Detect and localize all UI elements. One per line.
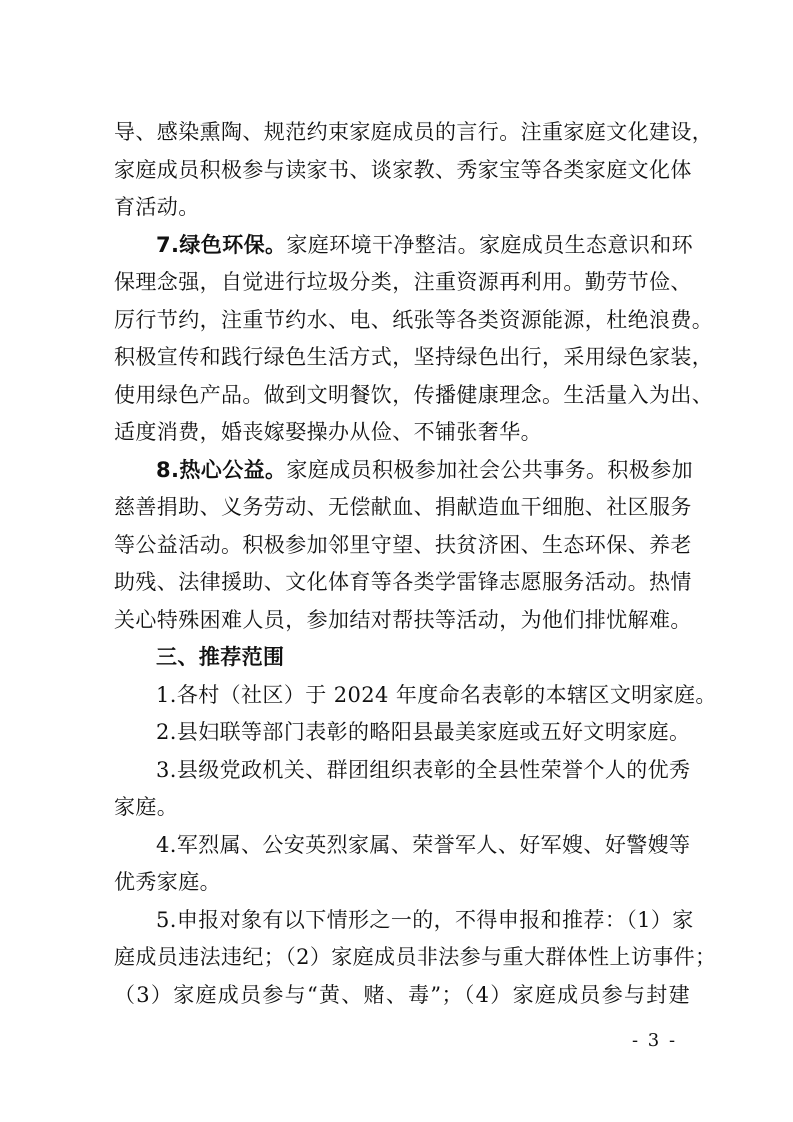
text-line: 家庭成员积极参与读家书、谈家教、秀家宝等各类家庭文化体 [114,157,692,182]
text-line [114,227,693,265]
list-item: 4.军烈属、公安英烈家属、荣誉军人、好军嫂、好警嫂等 [156,832,691,857]
section-label: 8.热心公益。 [156,457,287,482]
text-line: 厉行节约，注重节约水、电、纸张等各类资源能源，杜绝浪费。 [114,307,714,332]
page-number: - 3 - [632,1030,678,1051]
list-item: 3.县级党政机关、群团组织表彰的全县性荣誉个人的优秀 [156,757,691,782]
text-line: 保理念强，自觉进行垃圾分类，注重资源再利用。勤劳节俭、 [114,270,692,294]
list-item-continuation: 家庭。 [114,795,179,819]
list-item-continuation: 庭成员违法违纪；（2）家庭成员非法参与重大群体性上访事件； [114,945,717,969]
document-page [114,114,717,1014]
list-item-continuation: 优秀家庭。 [114,870,221,894]
section-label: 7.绿色环保。 [156,232,287,257]
text-line [114,452,693,490]
list-item: 5.申报对象有以下情形之一的，不得申报和推荐：（1）家 [156,907,694,932]
list-item: 1.各村（社区）于 2024 年度命名表彰的本辖区文明家庭。 [156,682,717,707]
text-line: 等公益活动。积极参加邻里守望、扶贫济困、生态环保、养老 [114,532,692,557]
text-line: 育活动。 [114,195,200,219]
text-line: 导、感染熏陶、规范约束家庭成员的言行。注重家庭文化建设， [114,120,714,144]
text-line: 适度消费，婚丧嫁娶操办从俭、不铺张奢华。 [114,420,542,444]
list-items [114,677,717,1015]
paragraph-continuation [114,114,714,227]
text-span: 家庭成员积极参加社会公共事务。积极参加 [286,457,693,482]
section-heading: 三、推荐范围 [156,645,285,669]
text-span: 家庭环境干净整洁。家庭成员生态意识和环 [286,232,693,257]
list-item: 2.县妇联等部门表彰的略阳县最美家庭或五好文明家庭。 [156,720,691,744]
text-line: 关心特殊困难人员，参加结对帮扶等活动，为他们排忧解难。 [114,607,692,632]
text-line: 使用绿色产品。做到文明餐饮，传播健康理念。生活量入为出、 [114,382,714,407]
paragraph-public-welfare [114,452,693,640]
text-line: 慈善捐助、义务劳动、无偿献血、捐献造血干细胞、社区服务 [114,495,692,519]
list-item-continuation: （3）家庭成员参与“黄、赌、毒”；（4）家庭成员参与封建 [114,982,690,1007]
paragraph-green-environment [114,227,714,452]
text-line: 积极宣传和践行绿色生活方式，坚持绿色出行，采用绿色家装， [114,345,714,369]
text-line: 助残、法律援助、文化体育等各类学雷锋志愿服务活动。热情 [114,570,692,594]
